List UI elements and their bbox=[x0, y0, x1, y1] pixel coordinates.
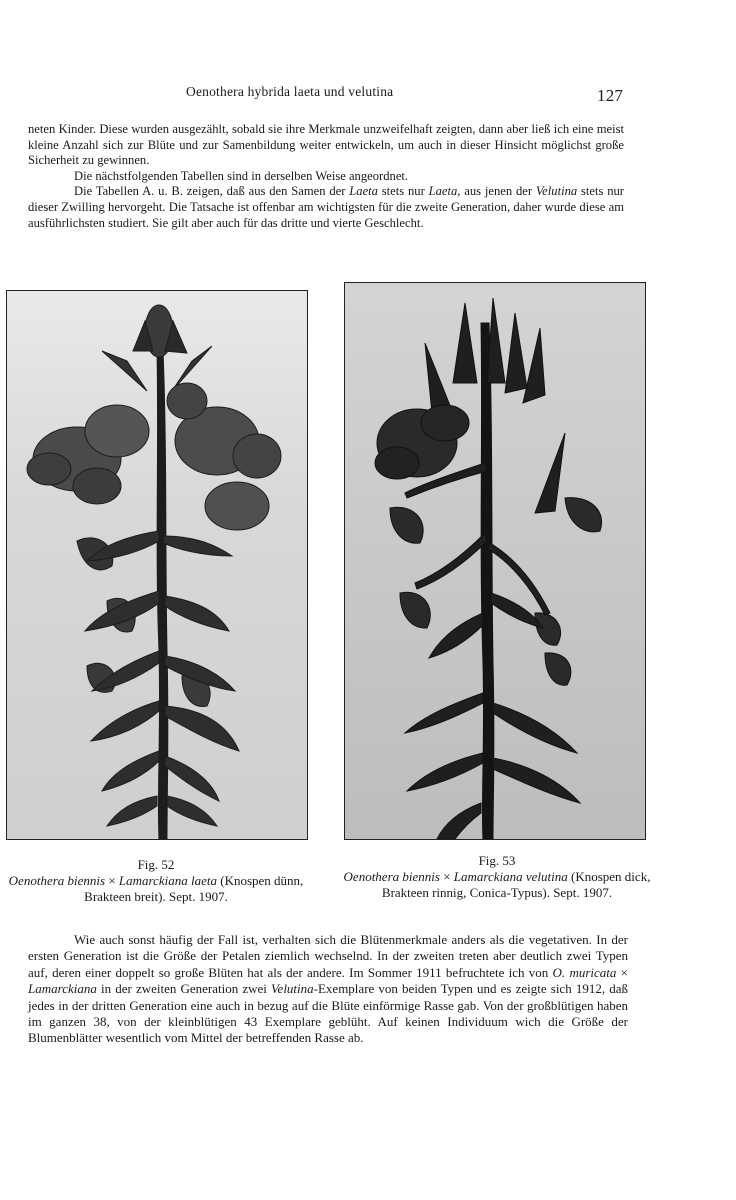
italic-term: Laeta bbox=[428, 184, 458, 199]
top-paragraph-sentence-1: neten Kinder. Diese wurden ausgezählt, sobald sie ihre Merkmale unzweifelhaft zeigten, dann aber ließ ich eine meist kleine Anzahl sich zur Blüte und zur Samenbildung weiter entwickeln, um auch in dieser Hinsicht möglichst große Sicherheit zu gewinnen. bbox=[28, 122, 624, 168]
running-head-title: Oenothera hybrida laeta und velutina bbox=[186, 84, 394, 99]
page-number: 127 bbox=[597, 86, 624, 105]
top-paragraph-text: , aus jenen der bbox=[457, 184, 536, 199]
figure-52-hybrid: Lamarckiana laeta bbox=[118, 873, 218, 888]
figure-52-photo bbox=[6, 290, 308, 840]
cross-symbol: × bbox=[105, 873, 119, 888]
figure-53-caption bbox=[338, 853, 656, 901]
figure-52-details: (Knospen dünn, Brakteen breit). Sept. 1907. bbox=[84, 873, 304, 904]
italic-term: Velutina bbox=[271, 981, 314, 997]
cross-symbol: × bbox=[616, 964, 628, 980]
plant-velutina-illustration bbox=[345, 283, 645, 839]
italic-term: Laeta bbox=[349, 184, 378, 199]
figure-52-number: Fig. 52 bbox=[137, 857, 175, 872]
bottom-paragraph-text: -Exemplare von beiden Typen und es zeigte sich 1912, daß jedes in der dritten Generation eine auch in bezug auf die Blüte einförmige Rasse gab. Von der großblütigen haben im ganzen 38, von der kleinblütigen 43 Exemplare geblüht. Auf keinen Individuum wich die Größe der Blumenblätter wesentlich vom Mittel der betreffenden Rasse ab. bbox=[28, 981, 628, 1046]
figure-53-photo bbox=[344, 282, 646, 840]
plant-laeta-illustration bbox=[7, 291, 307, 839]
top-paragraph-text: stets nur dieser Zwilling hervorgeht. Die Tatsache ist offenbar am wichtigsten für die zweite Generation, daher wurde diese am ausführlichsten studiert. Sie gilt aber auch für das dritte und vierte Geschlecht. bbox=[28, 184, 624, 230]
cross-symbol: × bbox=[439, 869, 454, 884]
figure-52-species: Oenothera biennis bbox=[8, 873, 106, 888]
top-paragraph-text: stets nur bbox=[377, 184, 429, 199]
italic-term: Lamarckiana bbox=[28, 981, 97, 997]
italic-term: O. muricata bbox=[552, 964, 617, 980]
figure-53-species: Oenothera biennis bbox=[343, 869, 440, 884]
bottom-paragraph bbox=[28, 932, 628, 1047]
top-paragraph bbox=[28, 122, 624, 231]
bottom-paragraph-text: Wie auch sonst häufig der Fall ist, verhalten sich die Blütenmerkmale anders als die vegetativen. In der ersten Generation ist die Größe der Petalen ziemlich wechselnd. In der zweiten treten aber deutlich zwei Typen auf, deren einer doppelt so große Blüten hat als der andere. Im Sommer 1911 befruchtete ich von bbox=[28, 932, 628, 980]
figure-53-details: (Knospen dick, Brakteen rinnig, Conica-Typus). Sept. 1907. bbox=[381, 869, 651, 900]
figure-53-number: Fig. 53 bbox=[478, 853, 516, 868]
figure-52-caption bbox=[0, 857, 312, 905]
figure-53-hybrid: Lamarckiana velutina bbox=[453, 869, 568, 884]
top-paragraph-text: Die Tabellen A. u. B. zeigen, daß aus den Samen der bbox=[74, 184, 350, 199]
bottom-paragraph-text: in der zweiten Generation zwei bbox=[96, 981, 272, 997]
italic-term: Velutina bbox=[535, 184, 578, 199]
top-paragraph-sentence-2: Die nächstfolgenden Tabellen sind in derselben Weise angeordnet. bbox=[74, 168, 409, 183]
